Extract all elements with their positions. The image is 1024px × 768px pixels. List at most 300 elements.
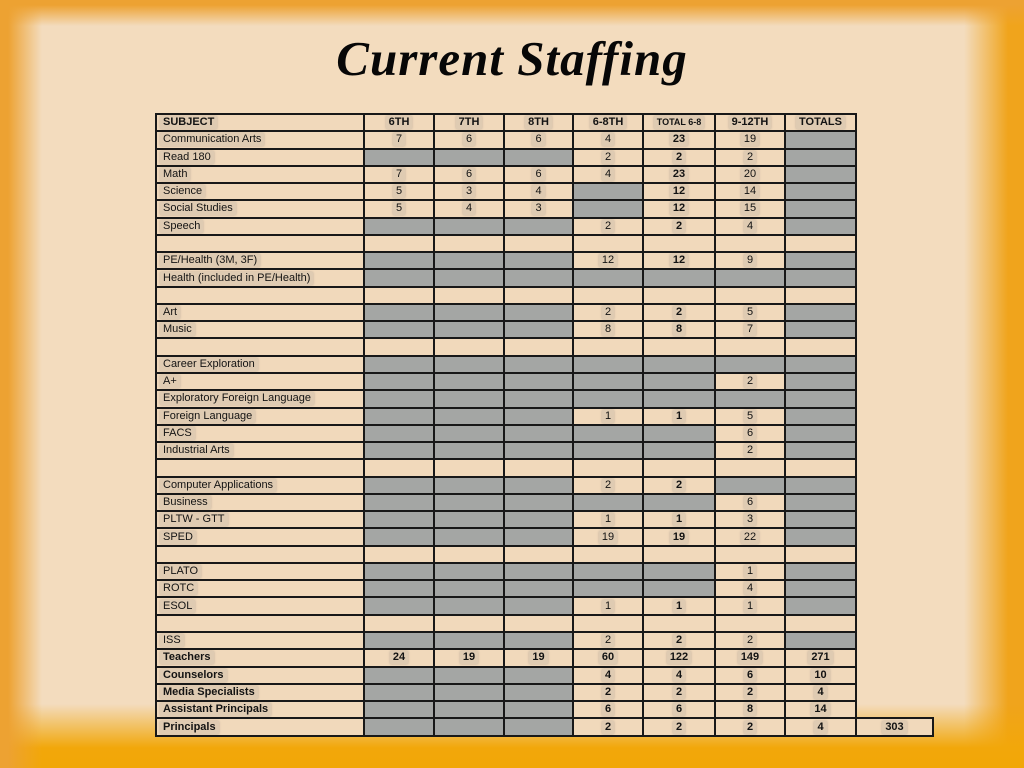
table-cell bbox=[364, 425, 434, 442]
table-cell bbox=[643, 580, 715, 597]
table-cell bbox=[785, 166, 856, 183]
table-cell bbox=[364, 408, 434, 425]
table-cell: 122 bbox=[643, 649, 715, 666]
row-label bbox=[156, 546, 364, 563]
table-cell: 5 bbox=[364, 200, 434, 217]
table-cell bbox=[785, 597, 856, 614]
spacer bbox=[856, 563, 933, 580]
table-cell: 2 bbox=[643, 218, 715, 235]
spacer bbox=[856, 131, 933, 148]
table-cell: 1 bbox=[573, 511, 643, 528]
row-label: Counselors bbox=[156, 667, 364, 684]
table-cell bbox=[504, 149, 573, 166]
table-row bbox=[156, 563, 933, 580]
table-row bbox=[156, 131, 933, 148]
spacer bbox=[856, 166, 933, 183]
table-cell: 4 bbox=[715, 580, 785, 597]
spacer bbox=[856, 304, 933, 321]
row-label: PE/Health (3M, 3F) bbox=[156, 252, 364, 269]
table-row bbox=[156, 166, 933, 183]
table-cell bbox=[434, 494, 504, 511]
table-cell: 19 bbox=[434, 649, 504, 666]
table-cell bbox=[434, 442, 504, 459]
table-cell bbox=[504, 718, 573, 736]
spacer bbox=[856, 149, 933, 166]
table-cell: 4 bbox=[643, 667, 715, 684]
table-row bbox=[156, 373, 933, 390]
table-cell bbox=[434, 667, 504, 684]
spacer bbox=[856, 667, 933, 684]
table-cell bbox=[715, 338, 785, 355]
table-cell bbox=[643, 356, 715, 373]
table-cell bbox=[504, 442, 573, 459]
table-cell bbox=[715, 477, 785, 494]
spacer bbox=[856, 459, 933, 476]
table-cell bbox=[434, 252, 504, 269]
spacer bbox=[856, 546, 933, 563]
table-cell bbox=[364, 356, 434, 373]
table-cell bbox=[364, 718, 434, 736]
table-row bbox=[156, 218, 933, 235]
table-cell: 12 bbox=[643, 183, 715, 200]
table-cell: 19 bbox=[643, 528, 715, 545]
table-header-row bbox=[156, 114, 933, 131]
spacer bbox=[856, 511, 933, 528]
table-cell: 2 bbox=[643, 684, 715, 701]
table-cell: 3 bbox=[434, 183, 504, 200]
table-cell bbox=[504, 494, 573, 511]
table-cell bbox=[643, 459, 715, 476]
table-cell: 19 bbox=[715, 131, 785, 148]
table-cell: 3 bbox=[504, 200, 573, 217]
table-cell bbox=[434, 477, 504, 494]
spacer bbox=[856, 701, 933, 718]
row-label: A+ bbox=[156, 373, 364, 390]
spacer bbox=[856, 373, 933, 390]
table-cell bbox=[785, 304, 856, 321]
spacer bbox=[856, 356, 933, 373]
column-header: 6TH bbox=[364, 114, 434, 131]
row-label bbox=[156, 459, 364, 476]
table-cell bbox=[573, 580, 643, 597]
spacer bbox=[856, 269, 933, 286]
table-row bbox=[156, 356, 933, 373]
table-cell bbox=[504, 667, 573, 684]
table-cell bbox=[504, 546, 573, 563]
table-cell bbox=[573, 563, 643, 580]
table-cell: 22 bbox=[715, 528, 785, 545]
table-cell bbox=[434, 563, 504, 580]
table-cell bbox=[643, 615, 715, 632]
table-cell bbox=[573, 546, 643, 563]
table-cell: 23 bbox=[643, 166, 715, 183]
spacer bbox=[856, 477, 933, 494]
table-cell: 2 bbox=[715, 684, 785, 701]
table-cell: 2 bbox=[715, 442, 785, 459]
table-cell bbox=[364, 494, 434, 511]
table-cell bbox=[504, 580, 573, 597]
table-row bbox=[156, 252, 933, 269]
table-cell: 6 bbox=[504, 131, 573, 148]
table-cell bbox=[434, 373, 504, 390]
slide-title: Current Staffing bbox=[336, 31, 688, 86]
table-cell bbox=[434, 390, 504, 407]
table-cell: 6 bbox=[643, 701, 715, 718]
table-cell: 271 bbox=[785, 649, 856, 666]
table-cell bbox=[434, 718, 504, 736]
table-cell bbox=[434, 701, 504, 718]
table-row bbox=[156, 287, 933, 304]
table-cell bbox=[573, 235, 643, 252]
table-cell bbox=[573, 183, 643, 200]
table-cell bbox=[504, 528, 573, 545]
table-cell: 4 bbox=[573, 131, 643, 148]
table-cell bbox=[504, 425, 573, 442]
spacer bbox=[856, 684, 933, 701]
table-cell bbox=[785, 131, 856, 148]
table-cell bbox=[573, 200, 643, 217]
table-cell bbox=[785, 235, 856, 252]
table-cell bbox=[434, 546, 504, 563]
table-row bbox=[156, 511, 933, 528]
spacer bbox=[856, 408, 933, 425]
table-row bbox=[156, 304, 933, 321]
table-cell bbox=[715, 235, 785, 252]
table-cell bbox=[504, 235, 573, 252]
table-cell: 1 bbox=[643, 597, 715, 614]
table-row bbox=[156, 425, 933, 442]
table-cell bbox=[504, 321, 573, 338]
row-label: Science bbox=[156, 183, 364, 200]
table-cell: 24 bbox=[364, 649, 434, 666]
table-cell bbox=[504, 269, 573, 286]
table-cell: 12 bbox=[573, 252, 643, 269]
table-cell bbox=[504, 252, 573, 269]
table-cell: 7 bbox=[364, 166, 434, 183]
table-cell bbox=[643, 390, 715, 407]
table-cell bbox=[504, 701, 573, 718]
table-cell bbox=[434, 632, 504, 649]
table-cell bbox=[504, 597, 573, 614]
table-row bbox=[156, 684, 933, 701]
row-label: Foreign Language bbox=[156, 408, 364, 425]
table-cell: 1 bbox=[643, 511, 715, 528]
table-cell: 14 bbox=[785, 701, 856, 718]
table-cell bbox=[785, 390, 856, 407]
row-label: Assistant Principals bbox=[156, 701, 364, 718]
spacer bbox=[856, 528, 933, 545]
table-cell: 6 bbox=[715, 494, 785, 511]
row-label: Communication Arts bbox=[156, 131, 364, 148]
spacer bbox=[856, 183, 933, 200]
table-cell: 1 bbox=[573, 597, 643, 614]
table-row bbox=[156, 269, 933, 286]
table-cell: 2 bbox=[643, 632, 715, 649]
table-cell bbox=[643, 373, 715, 390]
table-cell bbox=[364, 390, 434, 407]
table-cell bbox=[643, 442, 715, 459]
table-cell bbox=[434, 684, 504, 701]
table-cell bbox=[785, 546, 856, 563]
table-cell bbox=[785, 528, 856, 545]
table-cell bbox=[785, 183, 856, 200]
table-cell: 9 bbox=[715, 252, 785, 269]
table-cell bbox=[434, 356, 504, 373]
table-cell bbox=[785, 373, 856, 390]
table-cell bbox=[504, 356, 573, 373]
table-row bbox=[156, 200, 933, 217]
table-cell bbox=[785, 425, 856, 442]
table-row bbox=[156, 338, 933, 355]
table-row bbox=[156, 632, 933, 649]
table-cell bbox=[434, 321, 504, 338]
table-cell bbox=[364, 304, 434, 321]
spacer bbox=[856, 442, 933, 459]
spacer bbox=[856, 632, 933, 649]
table-cell bbox=[434, 235, 504, 252]
row-label: PLATO bbox=[156, 563, 364, 580]
table-cell: 6 bbox=[434, 166, 504, 183]
table-cell: 4 bbox=[785, 684, 856, 701]
table-cell bbox=[573, 390, 643, 407]
table-cell bbox=[573, 442, 643, 459]
table-cell bbox=[715, 390, 785, 407]
column-header: 7TH bbox=[434, 114, 504, 131]
table-row bbox=[156, 183, 933, 200]
table-row bbox=[156, 494, 933, 511]
table-cell bbox=[785, 269, 856, 286]
row-label: ISS bbox=[156, 632, 364, 649]
row-label bbox=[156, 338, 364, 355]
table-cell: 2 bbox=[643, 718, 715, 736]
table-cell: 19 bbox=[573, 528, 643, 545]
row-label: Media Specialists bbox=[156, 684, 364, 701]
table-cell bbox=[364, 373, 434, 390]
table-cell: 2 bbox=[715, 149, 785, 166]
table-cell: 1 bbox=[643, 408, 715, 425]
table-cell bbox=[504, 218, 573, 235]
table-cell: 60 bbox=[573, 649, 643, 666]
row-label: Social Studies bbox=[156, 200, 364, 217]
table-cell bbox=[434, 615, 504, 632]
table-cell: 1 bbox=[715, 563, 785, 580]
table-cell bbox=[504, 615, 573, 632]
table-cell: 2 bbox=[643, 304, 715, 321]
table-cell bbox=[715, 615, 785, 632]
table-cell bbox=[643, 287, 715, 304]
table-cell: 8 bbox=[715, 701, 785, 718]
table-cell bbox=[785, 408, 856, 425]
spacer bbox=[856, 321, 933, 338]
table-cell: 2 bbox=[573, 632, 643, 649]
table-cell bbox=[643, 338, 715, 355]
table-cell bbox=[504, 408, 573, 425]
table-cell bbox=[643, 563, 715, 580]
table-cell bbox=[364, 235, 434, 252]
table-row bbox=[156, 528, 933, 545]
table-cell: 1 bbox=[715, 597, 785, 614]
table-cell: 3 bbox=[715, 511, 785, 528]
spacer bbox=[856, 649, 933, 666]
table-row bbox=[156, 580, 933, 597]
table-cell bbox=[715, 546, 785, 563]
table-cell bbox=[504, 287, 573, 304]
table-cell: 12 bbox=[643, 252, 715, 269]
table-cell bbox=[785, 200, 856, 217]
table-cell bbox=[785, 580, 856, 597]
table-cell bbox=[785, 149, 856, 166]
row-label: ROTC bbox=[156, 580, 364, 597]
spacer bbox=[856, 597, 933, 614]
staffing-table bbox=[155, 113, 934, 737]
table-cell bbox=[364, 477, 434, 494]
spacer bbox=[856, 114, 933, 131]
table-cell bbox=[364, 615, 434, 632]
table-cell: 2 bbox=[715, 632, 785, 649]
table-cell bbox=[573, 269, 643, 286]
table-cell: 12 bbox=[643, 200, 715, 217]
table-row bbox=[156, 718, 933, 736]
table-cell: 2 bbox=[715, 373, 785, 390]
table-cell: 4 bbox=[715, 218, 785, 235]
row-label: Art bbox=[156, 304, 364, 321]
table-cell: 7 bbox=[364, 131, 434, 148]
table-cell bbox=[785, 494, 856, 511]
column-header: 8TH bbox=[504, 114, 573, 131]
table-cell bbox=[504, 373, 573, 390]
table-cell bbox=[573, 615, 643, 632]
table-cell bbox=[504, 459, 573, 476]
table-row bbox=[156, 321, 933, 338]
table-cell bbox=[643, 546, 715, 563]
table-cell bbox=[504, 684, 573, 701]
table-row bbox=[156, 442, 933, 459]
table-row bbox=[156, 459, 933, 476]
table-cell: 23 bbox=[643, 131, 715, 148]
table-row bbox=[156, 649, 933, 666]
row-label: Computer Applications bbox=[156, 477, 364, 494]
table-cell bbox=[364, 321, 434, 338]
table-cell bbox=[573, 373, 643, 390]
table-cell bbox=[643, 494, 715, 511]
table-cell bbox=[785, 252, 856, 269]
table-cell bbox=[785, 563, 856, 580]
table-cell bbox=[785, 511, 856, 528]
table-cell bbox=[643, 425, 715, 442]
spacer bbox=[856, 218, 933, 235]
row-label: Principals bbox=[156, 718, 364, 736]
table-cell bbox=[434, 597, 504, 614]
table-cell bbox=[785, 218, 856, 235]
table-row bbox=[156, 546, 933, 563]
table-cell: 4 bbox=[573, 166, 643, 183]
table-cell: 4 bbox=[785, 718, 856, 736]
table-cell: 2 bbox=[573, 218, 643, 235]
table-cell: 1 bbox=[573, 408, 643, 425]
table-cell bbox=[785, 442, 856, 459]
column-header: 9-12TH bbox=[715, 114, 785, 131]
table-cell bbox=[785, 632, 856, 649]
table-cell: 8 bbox=[573, 321, 643, 338]
table-cell: 6 bbox=[434, 131, 504, 148]
row-label bbox=[156, 615, 364, 632]
column-header: TOTALS bbox=[785, 114, 856, 131]
table-cell bbox=[785, 477, 856, 494]
table-cell bbox=[504, 304, 573, 321]
table-row bbox=[156, 667, 933, 684]
table-cell bbox=[785, 321, 856, 338]
table-cell bbox=[364, 528, 434, 545]
table-cell bbox=[504, 477, 573, 494]
table-cell bbox=[434, 269, 504, 286]
row-label: ESOL bbox=[156, 597, 364, 614]
table-cell bbox=[434, 408, 504, 425]
table-cell bbox=[573, 356, 643, 373]
table-cell bbox=[364, 218, 434, 235]
row-label: Music bbox=[156, 321, 364, 338]
table-cell bbox=[504, 511, 573, 528]
table-cell bbox=[504, 390, 573, 407]
row-label bbox=[156, 287, 364, 304]
table-cell: 6 bbox=[715, 667, 785, 684]
table-cell bbox=[364, 442, 434, 459]
table-cell bbox=[434, 459, 504, 476]
table-cell bbox=[364, 338, 434, 355]
table-cell bbox=[573, 338, 643, 355]
table-cell: 2 bbox=[643, 149, 715, 166]
table-cell: 2 bbox=[573, 304, 643, 321]
table-cell: 19 bbox=[504, 649, 573, 666]
table-cell bbox=[364, 149, 434, 166]
column-header: SUBJECT bbox=[156, 114, 364, 131]
table-row bbox=[156, 235, 933, 252]
table-cell: 10 bbox=[785, 667, 856, 684]
table-cell bbox=[715, 269, 785, 286]
table-cell bbox=[364, 269, 434, 286]
row-label bbox=[156, 235, 364, 252]
spacer bbox=[856, 200, 933, 217]
table-cell: 6 bbox=[504, 166, 573, 183]
table-cell bbox=[785, 459, 856, 476]
column-header: TOTAL 6-8 bbox=[643, 114, 715, 131]
table-cell bbox=[364, 701, 434, 718]
table-cell: 2 bbox=[573, 149, 643, 166]
table-cell bbox=[364, 597, 434, 614]
table-cell bbox=[434, 425, 504, 442]
table-cell: 5 bbox=[364, 183, 434, 200]
table-cell bbox=[434, 287, 504, 304]
table-row bbox=[156, 615, 933, 632]
table-cell: 6 bbox=[715, 425, 785, 442]
table-cell bbox=[434, 149, 504, 166]
table-cell bbox=[573, 287, 643, 304]
table-cell bbox=[364, 580, 434, 597]
table-cell bbox=[504, 632, 573, 649]
table-cell bbox=[785, 338, 856, 355]
table-cell: 15 bbox=[715, 200, 785, 217]
table-cell: 5 bbox=[715, 304, 785, 321]
table-row bbox=[156, 701, 933, 718]
table-cell bbox=[504, 338, 573, 355]
table-row bbox=[156, 408, 933, 425]
table-cell bbox=[715, 356, 785, 373]
table-cell bbox=[504, 563, 573, 580]
row-label: Read 180 bbox=[156, 149, 364, 166]
table-cell: 2 bbox=[573, 477, 643, 494]
column-header: 6-8TH bbox=[573, 114, 643, 131]
table-cell bbox=[364, 459, 434, 476]
spacer bbox=[856, 338, 933, 355]
